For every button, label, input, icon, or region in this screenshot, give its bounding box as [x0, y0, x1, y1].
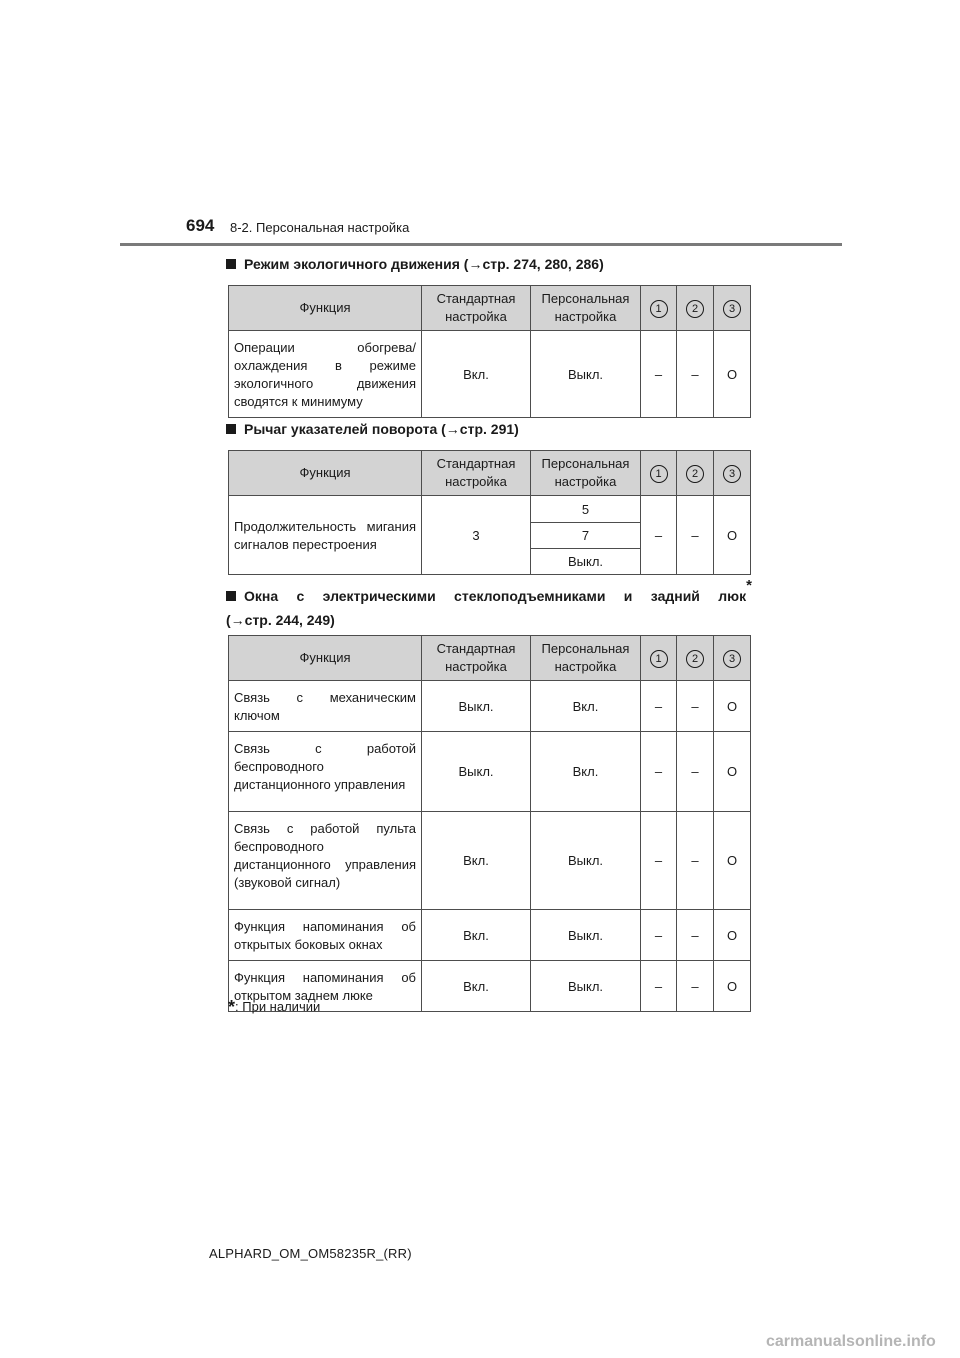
col-1 [641, 286, 677, 331]
cell-function: Связь с работой беспроводного дистанционного управления [229, 732, 422, 812]
col-default: Стандартная настройка [422, 451, 531, 496]
heading-text-line2: (→стр. 244, 249) [226, 612, 335, 628]
col-1 [641, 451, 677, 496]
cell-personal-option: Выкл. [531, 549, 641, 575]
table-row [229, 812, 751, 910]
section-heading-eco-mode [226, 254, 752, 274]
page-number: 694 [186, 216, 215, 235]
eco-mode-table [228, 285, 751, 418]
footnote [228, 997, 320, 1018]
cell-c3: O [714, 910, 751, 961]
cell-c1: – [641, 331, 677, 418]
cell-default: Вкл. [422, 812, 531, 910]
square-bullet-wrap [226, 586, 244, 606]
table-header-row [229, 636, 751, 681]
cell-default: Выкл. [422, 732, 531, 812]
cell-default: Выкл. [422, 681, 531, 732]
cell-c2: – [677, 812, 714, 910]
header-rule [120, 243, 842, 246]
square-bullet-icon [226, 259, 236, 269]
cell-c3: O [714, 812, 751, 910]
cell-default: Вкл. [422, 910, 531, 961]
col-default: Стандартная настройка [422, 636, 531, 681]
turn-signal-table [228, 450, 751, 575]
cell-c2: – [677, 331, 714, 418]
cell-function: Операции обогрева/ охлаждения в режиме экологичного движения сводятся к минимуму [229, 331, 422, 418]
circled-1-icon: 1 [650, 465, 668, 483]
cell-c1: – [641, 681, 677, 732]
section-heading-text: Рычаг указателей поворота (→стр. 291) [244, 421, 519, 437]
heading-line [226, 577, 752, 606]
col-2 [677, 451, 714, 496]
col-personal: Персональная настройка [531, 286, 641, 331]
square-bullet-icon [226, 424, 236, 434]
cell-c2: – [677, 496, 714, 575]
section-heading-turn-signal [226, 419, 752, 439]
section-heading-power-windows [226, 577, 752, 630]
document-code: ALPHARD_OM_OM58235R_(RR) [209, 1246, 412, 1261]
col-personal: Персональная настройка [531, 636, 641, 681]
cell-c1: – [641, 910, 677, 961]
col-1 [641, 636, 677, 681]
table-row [229, 496, 751, 523]
circled-1-icon: 1 [650, 300, 668, 318]
footnote-asterisk: * [228, 997, 236, 1017]
cell-c1: – [641, 961, 677, 1012]
cell-c2: – [677, 910, 714, 961]
cell-function: Функция напоминания об открытом заднем люке [229, 961, 422, 1012]
table-row [229, 910, 751, 961]
cell-c3: O [714, 961, 751, 1012]
cell-c2: – [677, 732, 714, 812]
table-header-row [229, 451, 751, 496]
cell-personal: Выкл. [531, 961, 641, 1012]
cell-personal: Вкл. [531, 732, 641, 812]
heading-text-line1: Окна с электрическими стеклоподъемниками и задний люк [244, 588, 747, 604]
cell-c1: – [641, 496, 677, 575]
cell-personal-option: 7 [531, 523, 641, 549]
col-3 [714, 636, 751, 681]
cell-c3: O [714, 681, 751, 732]
cell-default: Вкл. [422, 331, 531, 418]
cell-function: Продолжительность мигания сигналов перестроения [229, 496, 422, 575]
asterisk-mark: * [746, 577, 752, 594]
square-bullet-icon [226, 591, 236, 601]
table-row [229, 732, 751, 812]
cell-personal-option: 5 [531, 496, 641, 523]
col-default: Стандартная настройка [422, 286, 531, 331]
cell-c3: O [714, 331, 751, 418]
col-function: Функция [229, 286, 422, 331]
col-function: Функция [229, 636, 422, 681]
section-heading-text: Режим экологичного движения (→стр. 274, 280, 286) [244, 256, 604, 272]
circled-3-icon: 3 [723, 465, 741, 483]
cell-function: Связь с работой пульта беспроводного дистанционного управления (звуковой сигнал) [229, 812, 422, 910]
table-row [229, 331, 751, 418]
circled-3-icon: 3 [723, 300, 741, 318]
table-row [229, 681, 751, 732]
circled-1-icon: 1 [650, 650, 668, 668]
col-3 [714, 451, 751, 496]
circled-2-icon: 2 [686, 300, 704, 318]
circled-2-icon: 2 [686, 465, 704, 483]
cell-personal: Вкл. [531, 681, 641, 732]
circled-2-icon: 2 [686, 650, 704, 668]
table-header-row [229, 286, 751, 331]
col-3 [714, 286, 751, 331]
cell-c1: – [641, 732, 677, 812]
cell-c1: – [641, 812, 677, 910]
col-function: Функция [229, 451, 422, 496]
cell-function: Связь с механическим ключом [229, 681, 422, 732]
col-2 [677, 286, 714, 331]
watermark: carmanualsonline.info [766, 1333, 936, 1350]
chapter-title: 8-2. Персональная настройка [230, 220, 410, 235]
circled-3-icon: 3 [723, 650, 741, 668]
cell-personal: Выкл. [531, 812, 641, 910]
cell-personal: Выкл. [531, 331, 641, 418]
col-2 [677, 636, 714, 681]
cell-personal: Выкл. [531, 910, 641, 961]
cell-c2: – [677, 961, 714, 1012]
cell-function: Функция напоминания об открытых боковых окнах [229, 910, 422, 961]
cell-c2: – [677, 681, 714, 732]
cell-default: 3 [422, 496, 531, 575]
footnote-text: : При наличии [235, 999, 321, 1014]
cell-c3: O [714, 732, 751, 812]
cell-default: Вкл. [422, 961, 531, 1012]
cell-c3: O [714, 496, 751, 575]
power-windows-table [228, 635, 751, 1012]
col-personal: Персональная настройка [531, 451, 641, 496]
